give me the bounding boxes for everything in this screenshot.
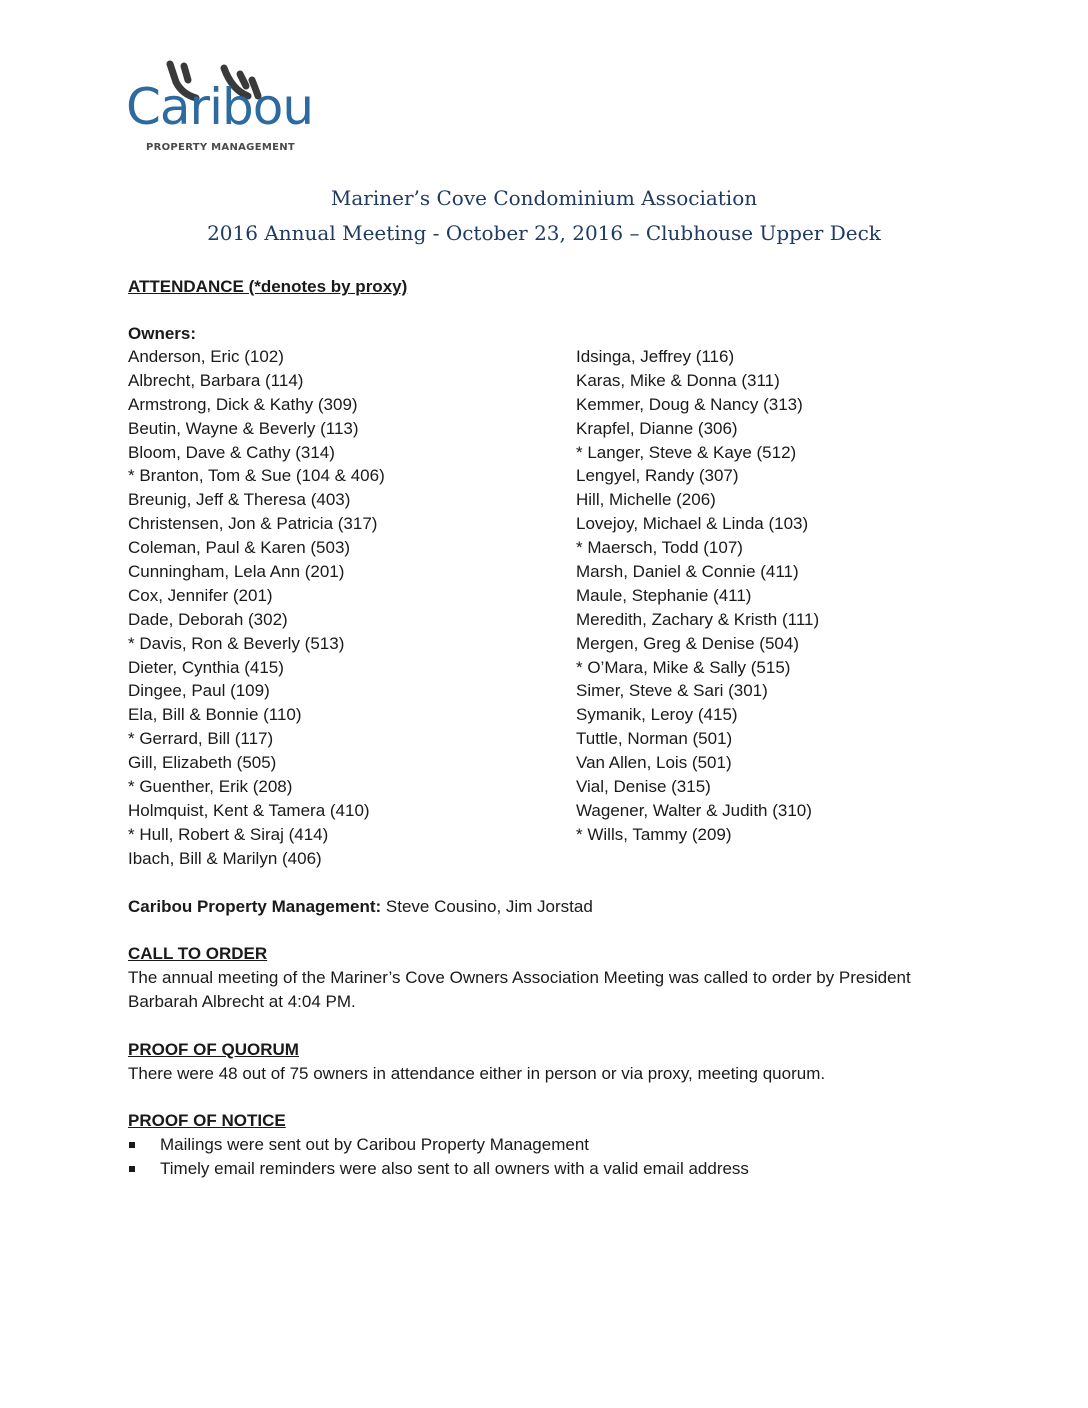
list-item: * Langer, Steve & Kaye (512) — [576, 442, 797, 462]
logo-wordmark: Caribou — [126, 78, 314, 136]
list-item: Krapfel, Dianne (306) — [576, 418, 738, 438]
management-label: Caribou Property Management: — [128, 897, 382, 916]
list-item: Dade, Deborah (302) — [128, 609, 288, 629]
quorum-text: There were 48 out of 75 owners in attendance either in person or via proxy, meeting quorum. — [128, 1064, 826, 1083]
list-item: Coleman, Paul & Karen (503) — [128, 538, 351, 558]
list-item: Lovejoy, Michael & Linda (103) — [576, 514, 809, 534]
list-item: Symanik, Leroy (415) — [576, 705, 738, 725]
list-item: Van Allen, Lois (501) — [576, 753, 732, 773]
document-title: Mariner’s Cove Condominium Association — [330, 186, 758, 210]
list-item: * Guenther, Erik (208) — [128, 777, 293, 797]
list-item: Beutin, Wayne & Beverly (113) — [128, 418, 359, 438]
list-item: Kemmer, Doug & Nancy (313) — [576, 394, 803, 414]
list-item: Meredith, Zachary & Kristh (111) — [576, 609, 820, 629]
list-item: Breunig, Jeff & Theresa (403) — [128, 490, 351, 510]
document-subtitle: 2016 Annual Meeting - October 23, 2016 – Clubhouse Upper Deck — [207, 221, 881, 245]
list-item: Dingee, Paul (109) — [128, 681, 270, 701]
list-item: * O’Mara, Mike & Sally (515) — [576, 657, 791, 677]
management-names: Steve Cousino, Jim Jorstad — [381, 897, 593, 916]
list-item: * Wills, Tammy (209) — [576, 824, 732, 844]
call-to-order-text: The annual meeting of the Mariner’s Cove Owners Association Meeting was called to order by President Barbarah Albrecht at 4:04 PM. — [128, 968, 911, 1011]
owners-list-left — [128, 345, 385, 871]
list-item: Cox, Jennifer (201) — [128, 585, 273, 605]
bullet-square-icon — [129, 1166, 135, 1172]
bullet-square-icon — [129, 1142, 135, 1148]
list-item: Idsinga, Jeffrey (116) — [576, 347, 735, 366]
notice-list — [128, 1133, 749, 1181]
list-item: Karas, Mike & Donna (311) — [576, 370, 780, 390]
list-item: Tuttle, Norman (501) — [576, 729, 733, 749]
list-item: Cunningham, Lela Ann (201) — [128, 562, 345, 582]
list-item: Wagener, Walter & Judith (310) — [576, 800, 812, 820]
notice-heading: PROOF OF NOTICE — [128, 1111, 286, 1130]
management-attendance — [128, 895, 593, 919]
list-item: Hill, Michelle (206) — [576, 490, 716, 510]
owners-list-right — [576, 345, 819, 847]
list-item: * Maersch, Todd (107) — [576, 538, 743, 558]
list-item: Ela, Bill & Bonnie (110) — [128, 705, 302, 725]
logo-subtitle: PROPERTY MANAGEMENT — [146, 142, 295, 153]
list-item — [128, 1157, 749, 1181]
list-item: Lengyel, Randy (307) — [576, 466, 739, 486]
list-item: * Davis, Ron & Beverly (513) — [128, 633, 345, 653]
list-item-text: Timely email reminders were also sent to all owners with a valid email address — [160, 1159, 749, 1178]
list-item: * Hull, Robert & Siraj (414) — [128, 824, 329, 844]
list-item: Bloom, Dave & Cathy (314) — [128, 442, 335, 462]
caribou-logo — [126, 60, 316, 160]
list-item: Ibach, Bill & Marilyn (406) — [128, 848, 322, 868]
list-item-text: Mailings were sent out by Caribou Property Management — [160, 1135, 589, 1154]
owners-label: Owners: — [128, 324, 197, 343]
list-item: Anderson, Eric (102) — [128, 347, 284, 366]
list-item — [128, 1133, 749, 1157]
list-item: Christensen, Jon & Patricia (317) — [128, 514, 378, 534]
attendance-heading: ATTENDANCE (*denotes by proxy) — [128, 277, 408, 296]
list-item: Armstrong, Dick & Kathy (309) — [128, 394, 358, 414]
list-item: Albrecht, Barbara (114) — [128, 370, 304, 390]
list-item: Marsh, Daniel & Connie (411) — [576, 562, 799, 582]
list-item: Holmquist, Kent & Tamera (410) — [128, 800, 370, 820]
quorum-heading: PROOF OF QUORUM — [128, 1040, 299, 1059]
list-item: * Branton, Tom & Sue (104 & 406) — [128, 466, 385, 486]
list-item: Gill, Elizabeth (505) — [128, 753, 277, 773]
list-item: Vial, Denise (315) — [576, 777, 711, 797]
list-item: Maule, Stephanie (411) — [576, 585, 752, 605]
list-item: * Gerrard, Bill (117) — [128, 729, 274, 749]
list-item: Simer, Steve & Sari (301) — [576, 681, 768, 701]
list-item: Mergen, Greg & Denise (504) — [576, 633, 799, 653]
list-item: Dieter, Cynthia (415) — [128, 657, 284, 677]
call-to-order-heading: CALL TO ORDER — [128, 944, 268, 963]
